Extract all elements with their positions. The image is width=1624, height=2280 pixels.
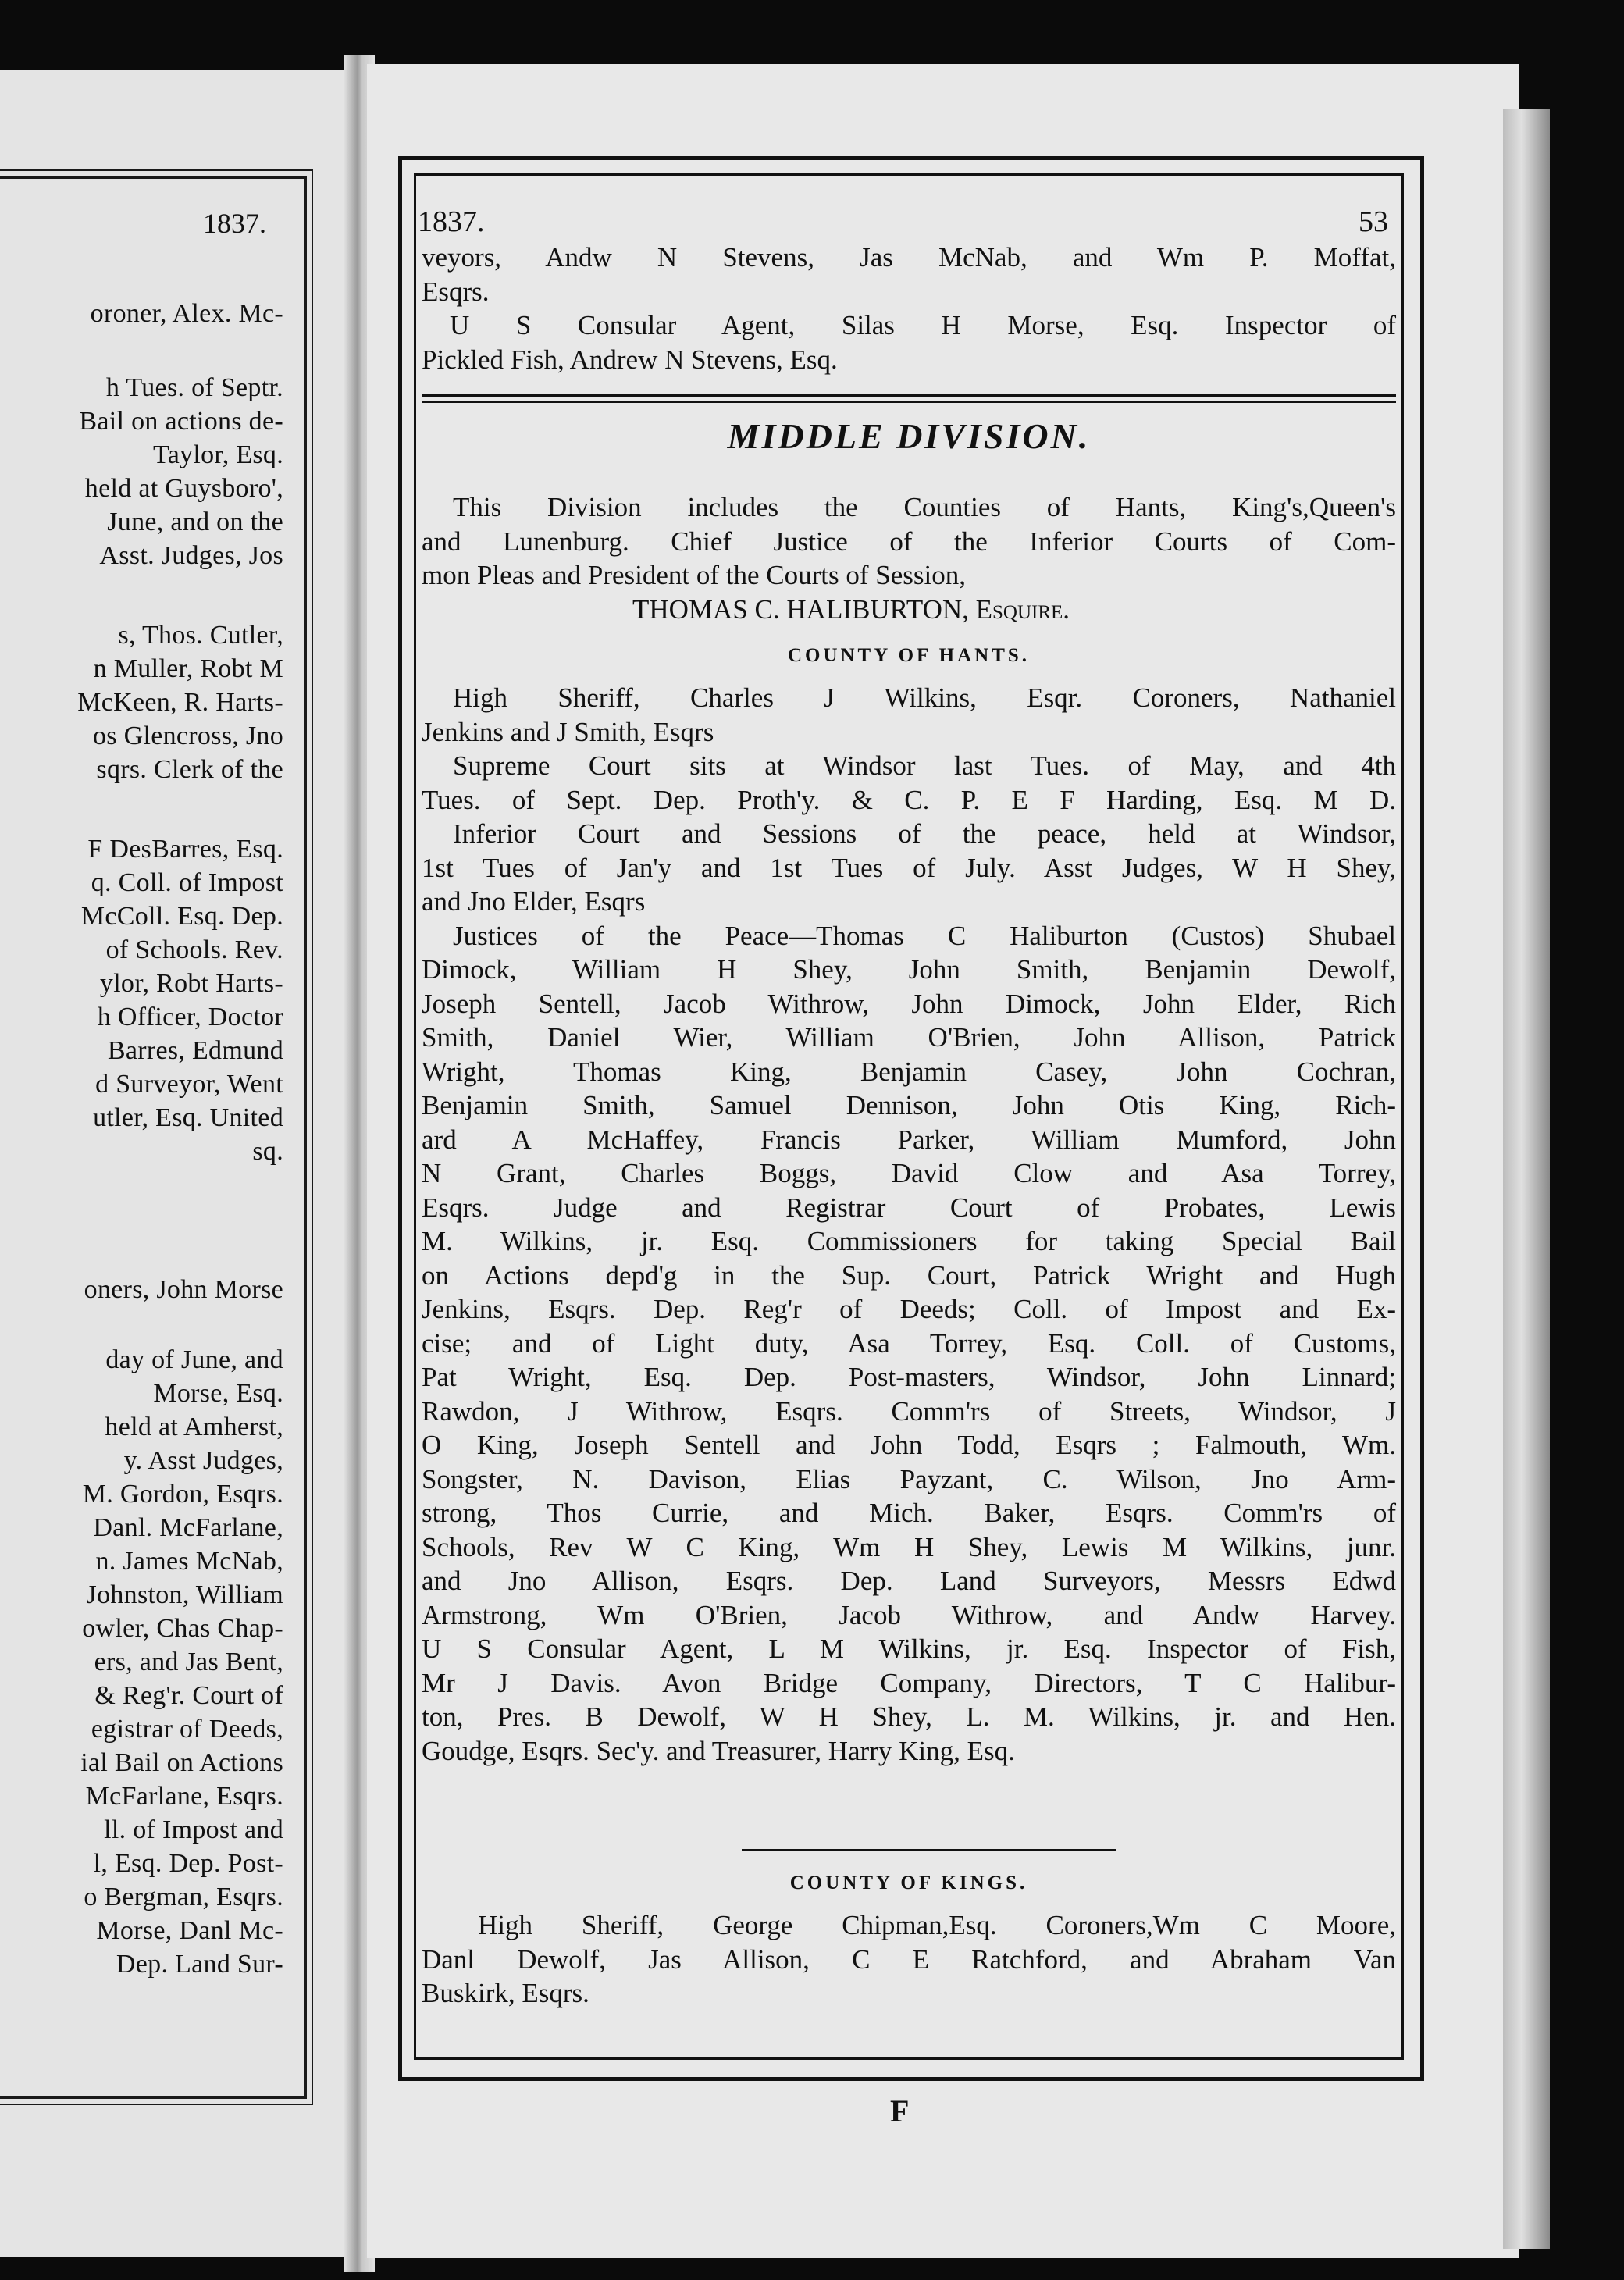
left-page-line: McKeen, R. Harts-	[77, 688, 283, 717]
left-page-line: Morse, Esq.	[153, 1379, 283, 1408]
left-page-line: McFarlane, Esqrs.	[85, 1782, 283, 1811]
text-line: ard A McHaffey, Francis Parker, William Mumford, John	[422, 1124, 1396, 1155]
text-line: and Lunenburg. Chief Justice of the Inferior Courts of Com-	[422, 525, 1396, 557]
text-line: Armstrong, Wm O'Brien, Jacob Withrow, and Andw Harvey.	[422, 1599, 1396, 1630]
text-line: Schools, Rev W C King, Wm H Shey, Lewis M Wilkins, junr.	[422, 1531, 1396, 1562]
left-page-line: Asst. Judges, Jos	[99, 541, 283, 570]
left-facing-page	[0, 70, 355, 2257]
county-kings-text	[422, 1908, 1396, 2011]
text-line: U S Consular Agent, L M Wilkins, jr. Esq. Inspector of Fish,	[422, 1633, 1396, 1664]
text-line: Inferior Court and Sessions of the peace, held at Windsor,	[453, 818, 1396, 849]
text-line: N Grant, Charles Boggs, David Clow and Asa Torrey,	[422, 1158, 1396, 1188]
text-line: Dimock, William H Shey, John Smith, Benjamin Dewolf,	[422, 954, 1396, 985]
left-page-line: held at Amherst,	[105, 1413, 283, 1441]
county-kings-heading: COUNTY OF KINGS.	[789, 1872, 1028, 1893]
text-line: Joseph Sentell, Jacob Withrow, John Dimock, John Elder, Rich	[422, 988, 1396, 1019]
left-page-year: 1837.	[203, 208, 266, 239]
left-page-line: n. James McNab,	[95, 1547, 283, 1576]
left-page-line: ial Bail on Actions	[80, 1748, 283, 1777]
left-page-line: s, Thos. Cutler,	[118, 621, 283, 650]
left-page-line: n Muller, Robt M	[93, 654, 283, 683]
text-line: and Jno Elder, Esqrs	[422, 886, 646, 917]
running-head-year: 1837.	[418, 205, 485, 238]
text-line: M. Wilkins, jr. Esq. Commissioners for taking Special Bail	[422, 1226, 1396, 1256]
left-page-line: & Reg'r. Court of	[94, 1681, 283, 1710]
left-page-line: ers, and Jas Bent,	[94, 1648, 283, 1676]
section-rule	[422, 394, 1396, 397]
text-line: Buskirk, Esqrs.	[422, 1978, 589, 2008]
left-page-line: owler, Chas Chap-	[82, 1614, 283, 1643]
text-line: U S Consular Agent, Silas H Morse, Esq. Inspector of	[450, 310, 1396, 340]
left-page-line: oners, John Morse	[84, 1275, 283, 1304]
signature-mark: F	[890, 2093, 910, 2129]
page-edges	[1503, 109, 1550, 2249]
text-line: veyors, Andw N Stevens, Jas McNab, and Wm P. Moffat,	[422, 242, 1396, 273]
text-line: Esqrs. Judge and Registrar Court of Probates, Lewis	[422, 1192, 1396, 1223]
left-page-line: Barres, Edmund	[107, 1036, 283, 1065]
left-page-line: egistrar of Deeds,	[91, 1715, 283, 1744]
text-line: Justices of the Peace—Thomas C Haliburton (Custos) Shubael	[453, 920, 1396, 951]
text-line: Pat Wright, Esq. Dep. Post-masters, Windsor, John Linnard;	[422, 1362, 1396, 1392]
left-page-line: June, and on the	[107, 508, 283, 536]
left-page-line: of Schools. Rev.	[105, 935, 283, 964]
text-line: Goudge, Esqrs. Sec'y. and Treasurer, Harry King, Esq.	[422, 1735, 1015, 1766]
text-line: Supreme Court sits at Windsor last Tues. of May, and 4th	[453, 750, 1396, 781]
division-title: MIDDLE DIVISION.	[727, 416, 1091, 456]
left-page-line: Bail on actions de-	[79, 407, 283, 436]
chief-justice-name: THOMAS C. HALIBURTON, Esquire.	[632, 593, 1070, 625]
county-hants-heading: COUNTY OF HANTS.	[787, 645, 1031, 666]
text-line: High Sheriff, Charles J Wilkins, Esqr. Coroners, Nathaniel	[453, 682, 1396, 713]
left-page-line: q. Coll. of Impost	[91, 868, 283, 897]
left-page-line: os Glencross, Jno	[92, 721, 283, 750]
text-line: Songster, N. Davison, Elias Payzant, C. Wilson, Jno Arm-	[422, 1463, 1396, 1494]
left-page-line: McColl. Esq. Dep.	[80, 902, 283, 931]
left-page-line: M. Gordon, Esqrs.	[82, 1480, 283, 1509]
text-line: 1st Tues of Jan'y and 1st Tues of July. Asst Judges, W H Shey,	[422, 852, 1396, 883]
text-line: and Jno Allison, Esqrs. Dep. Land Surveyors, Messrs Edwd	[422, 1566, 1396, 1596]
left-page-line: utler, Esq. United	[93, 1103, 283, 1132]
text-line: Pickled Fish, Andrew N Stevens, Esq.	[422, 344, 838, 375]
left-page-line: Dep. Land Sur-	[116, 1950, 283, 1979]
left-page-line: Danl. McFarlane,	[93, 1513, 283, 1542]
left-page-line: ll. of Impost and	[104, 1815, 283, 1844]
text-line: O King, Joseph Sentell and John Todd, Esqrs ; Falmouth, Wm.	[422, 1430, 1396, 1460]
text-line: This Division includes the Counties of Hants, King's,Queen's	[453, 492, 1396, 522]
continued-text	[422, 240, 1396, 376]
section-rule	[422, 401, 1396, 403]
left-page-line: sqrs. Clerk of the	[96, 755, 283, 784]
text-line: Esqrs.	[422, 276, 490, 307]
text-line: Tues. of Sept. Dep. Proth'y. & C. P. E F Harding, Esq. M D.	[422, 784, 1396, 815]
left-page-line: h Tues. of Septr.	[105, 373, 283, 402]
text-line: on Actions depd'g in the Sup. Court, Patrick Wright and Hugh	[422, 1259, 1396, 1291]
text-line: Jenkins, Esqrs. Dep. Reg'r of Deeds; Coll. of Impost and Ex-	[422, 1294, 1396, 1324]
left-page-line: held at Guysboro',	[84, 474, 283, 503]
left-page-line: y. Asst Judges,	[123, 1446, 283, 1475]
left-page-line: sq.	[252, 1137, 283, 1166]
left-page-line: ylor, Robt Harts-	[99, 969, 283, 998]
text-line: Rawdon, J Withrow, Esqrs. Comm'rs of Streets, Windsor, J	[422, 1395, 1396, 1427]
text-line: strong, Thos Currie, and Mich. Baker, Esqrs. Comm'rs of	[422, 1498, 1396, 1528]
text-line: Wright, Thomas King, Benjamin Casey, John Cochran,	[422, 1056, 1396, 1087]
text-line: Benjamin Smith, Samuel Dennison, John Otis King, Rich-	[422, 1090, 1396, 1120]
text-line: Jenkins and J Smith, Esqrs	[422, 716, 714, 747]
left-page-line: F DesBarres, Esq.	[87, 835, 283, 864]
left-page-line: day of June, and	[105, 1345, 283, 1374]
text-line: cise; and of Light duty, Asa Torrey, Esq. Coll. of Customs,	[422, 1327, 1396, 1359]
left-page-line: h Officer, Doctor	[97, 1003, 283, 1031]
section-rule	[742, 1849, 1116, 1851]
text-line: Smith, Daniel Wier, William O'Brien, John Allison, Patrick	[422, 1022, 1396, 1053]
left-page-line: o Bergman, Esqrs.	[84, 1883, 283, 1911]
text-line: mon Pleas and President of the Courts of Session,	[422, 560, 967, 590]
left-page-line: oroner, Alex. Mc-	[90, 299, 283, 328]
division-description	[422, 490, 1396, 626]
left-page-line: Morse, Danl Mc-	[96, 1916, 283, 1945]
text-line: Mr J Davis. Avon Bridge Company, Directors, T C Halibur-	[422, 1667, 1396, 1698]
left-page-line: d Surveyor, Went	[95, 1070, 283, 1099]
left-page-line: Johnston, William	[86, 1580, 283, 1609]
text-line: High Sheriff, George Chipman,Esq. Coroners,Wm C Moore,	[478, 1910, 1396, 1940]
text-line: ton, Pres. B Dewolf, W H Shey, L. M. Wilkins, jr. and Hen.	[422, 1701, 1396, 1732]
county-hants-text	[422, 681, 1396, 1768]
left-page-line: l, Esq. Dep. Post-	[93, 1849, 283, 1878]
left-page-line: Taylor, Esq.	[153, 440, 283, 469]
text-line: Danl Dewolf, Jas Allison, C E Ratchford, and Abraham Van	[422, 1943, 1396, 1975]
page-number: 53	[1359, 205, 1388, 238]
